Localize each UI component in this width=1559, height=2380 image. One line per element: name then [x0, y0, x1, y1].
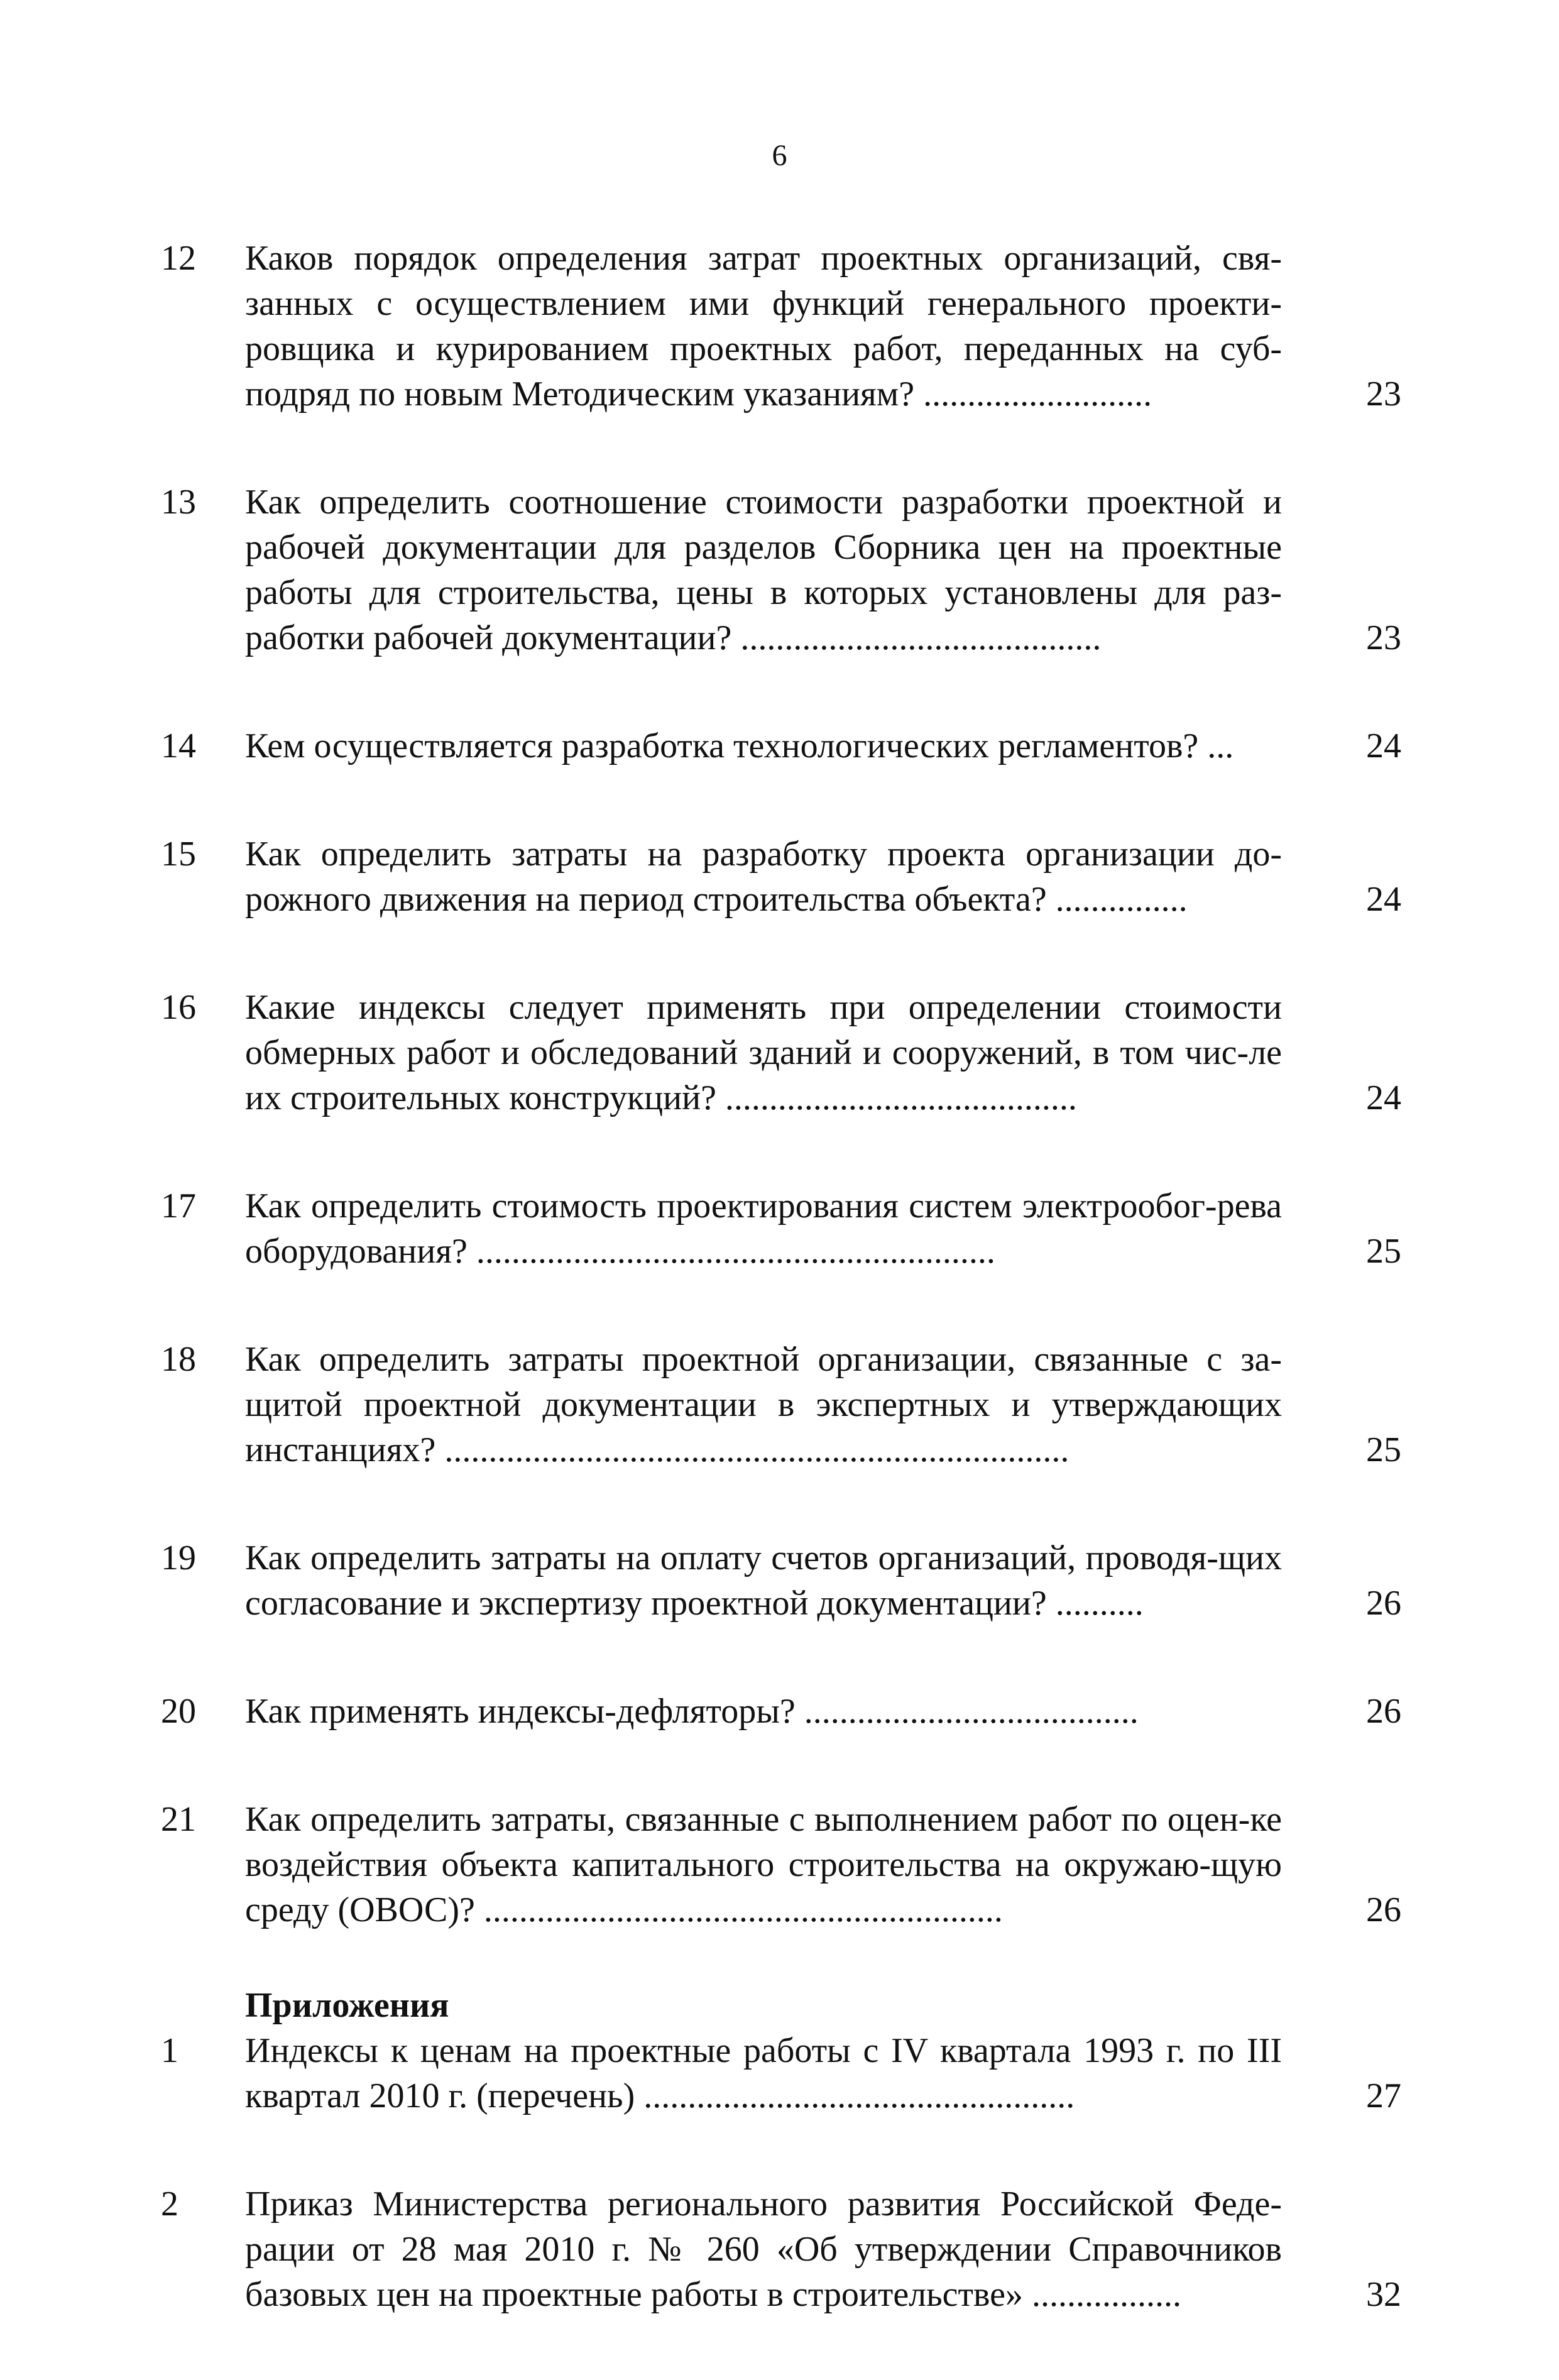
toc-entry-number: 2: [161, 2185, 178, 2224]
toc-entry-title: Как определить затраты на разработку проекта организации до-рожного движения на период строительства объекта? ...............: [245, 835, 1282, 919]
toc-entry-title: Приказ Министерства регионального развития Российской Феде-рации от 28 мая 2010 г. № 260 «Об утверждении Справочников базовых цен на проектные работы в строительстве» .................: [245, 2185, 1282, 2314]
toc-entry-title: Какие индексы следует применять при определении стоимости обмерных работ и обследований зданий и сооружений, в том чис-ле их строительных конструкций? ........................................: [245, 988, 1282, 1117]
toc-entry-number: 19: [161, 1538, 196, 1577]
toc-entry-number: 14: [161, 727, 196, 765]
toc-entry-title: Как определить стоимость проектирования систем электрообог-рева оборудования? ...........................................................: [245, 1187, 1282, 1271]
toc-entry-title: Как определить соотношение стоимости разработки проектной и рабочей документации для разделов Сборника цен на проектные работы для строительства, цены в которых установлены для раз-работки рабочей документации? .........................................: [245, 483, 1282, 657]
toc-entry-19[interactable]: [157, 1535, 1408, 1626]
toc-entry-title: Кем осуществляется разработка технологических регламентов? ...: [245, 727, 1234, 765]
table-of-contents: [157, 236, 1408, 2380]
toc-entry-number: 13: [161, 483, 196, 522]
toc-entry-page: 24: [1366, 1078, 1401, 1117]
toc-entry-title: Индексы к ценам на проектные работы с IV квартала 1993 г. по III квартал 2010 г. (перечень) .................................................: [245, 2031, 1282, 2115]
toc-entry-title: Каков порядок определения затрат проектных организаций, свя-занных с осуществлением ими функций генерального проекти-ровщика и курированием проектных работ, переданных на суб-подряд по новым Методическим указаниям? ..........................: [245, 239, 1282, 414]
toc-entry-number: 18: [161, 1340, 196, 1379]
toc-entry-page: 25: [1366, 1430, 1401, 1469]
toc-entry-title: Как применять индексы-дефляторы? ......................................: [245, 1692, 1139, 1731]
toc-entry-page: 26: [1366, 1584, 1401, 1623]
toc-entry-number: 15: [161, 835, 196, 874]
toc-entry-21[interactable]: [157, 1797, 1408, 1933]
toc-appendix-2[interactable]: [157, 2181, 1408, 2317]
toc-entry-17[interactable]: [157, 1183, 1408, 1274]
toc-entry-number: 21: [161, 1800, 196, 1839]
toc-entry-page: 25: [1366, 1232, 1401, 1271]
toc-entry-number: 12: [161, 239, 196, 278]
toc-entry-15[interactable]: [157, 831, 1408, 922]
toc-entry-13[interactable]: [157, 480, 1408, 661]
toc-entry-14[interactable]: [157, 723, 1408, 769]
toc-entry-number: 20: [161, 1692, 196, 1731]
toc-entry-number: 1: [161, 2031, 178, 2070]
appendix-heading: Приложения: [245, 1986, 449, 2025]
toc-entry-page: 32: [1366, 2275, 1401, 2314]
toc-entry-page: 23: [1366, 375, 1401, 414]
toc-appendix-1[interactable]: [157, 2028, 1408, 2119]
toc-entry-page: 27: [1366, 2076, 1401, 2115]
toc-entry-12[interactable]: [157, 236, 1408, 417]
toc-entry-page: 24: [1366, 727, 1401, 765]
toc-entry-title: Как определить затраты на оплату счетов организаций, проводя-щих согласование и экспертизу проектной документации? ..........: [245, 1538, 1282, 1623]
toc-entry-number: 17: [161, 1187, 196, 1226]
toc-entry-page: 26: [1366, 1890, 1401, 1929]
toc-entry-18[interactable]: [157, 1337, 1408, 1472]
page-number: 6: [772, 139, 787, 172]
toc-entry-16[interactable]: [157, 985, 1408, 1121]
toc-entry-page: 24: [1366, 880, 1401, 919]
toc-entry-number: 16: [161, 988, 196, 1027]
toc-entry-page: 26: [1366, 1692, 1401, 1731]
toc-entry-20[interactable]: [157, 1689, 1408, 1734]
toc-entry-title: Как определить затраты, связанные с выполнением работ по оцен-ке воздействия объекта капитального строительства на окружаю-щую среду (ОВОС)? ...........................................................: [245, 1800, 1282, 1929]
toc-entry-title: Как определить затраты проектной организации, связанные с за-щитой проектной документации в экспертных и утверждающих инстанциях? .......................................................................: [245, 1340, 1282, 1469]
toc-entry-page: 23: [1366, 618, 1401, 657]
